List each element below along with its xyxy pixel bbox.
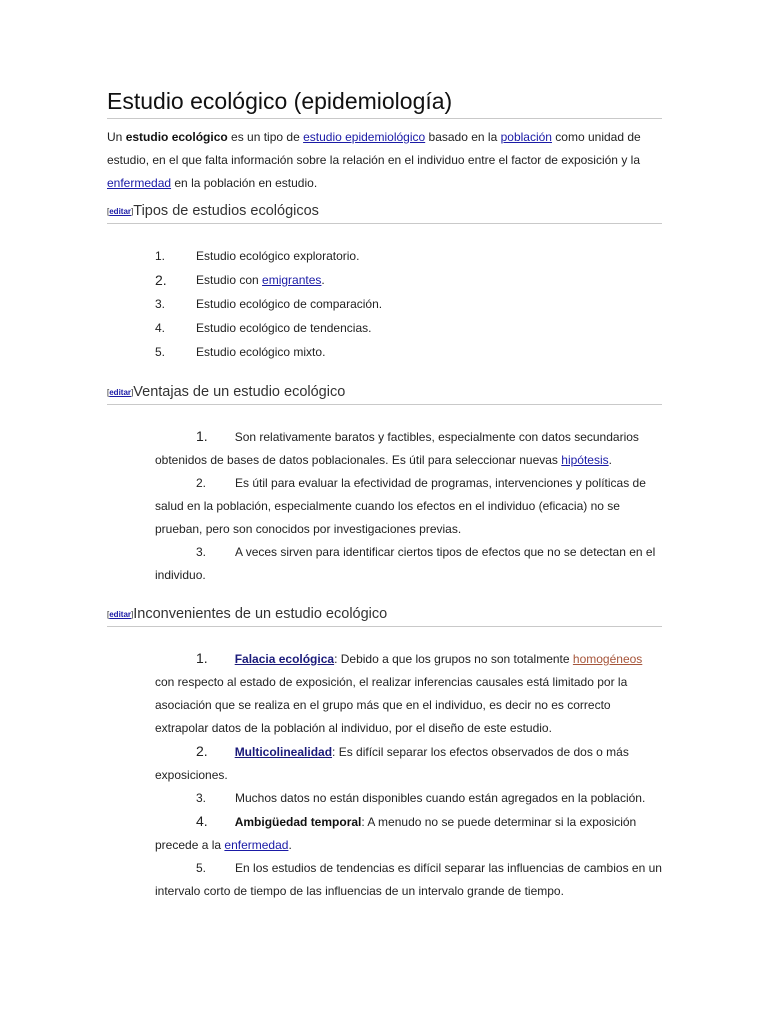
list-text	[155, 857, 662, 903]
intro-text: como unidad de estudio, en el que falta información sobre la relación en el individuo entre el factor de exposición y la	[107, 130, 641, 167]
link-hipotesis[interactable]: hipótesis	[561, 453, 609, 467]
intro-bold-term: estudio ecológico	[125, 130, 228, 144]
intro-text: es un tipo de	[227, 130, 304, 144]
list-text: Estudio ecológico de tendencias.	[196, 321, 372, 335]
link-enfermedad[interactable]: enfermedad	[107, 176, 172, 190]
list-text	[155, 810, 662, 857]
list-text-part: A veces sirven para identificar ciertos tipos de efectos que no se detectan en el individuo.	[155, 545, 656, 582]
list-number: 1.	[155, 249, 166, 263]
list-text	[155, 740, 662, 787]
list-item	[107, 787, 662, 810]
intro-text: basado en la	[425, 130, 501, 144]
intro-text: Un	[107, 130, 126, 144]
edit-link-wrapper: [editar]	[107, 610, 134, 619]
section-heading-text: Inconvenientes de un estudio ecológico	[133, 606, 388, 622]
list-text-part: En los estudios de tendencias es difícil separar las influencias de cambios en un intervalo corto de tiempo de las influencias de un intervalo grande de tiempo.	[155, 861, 662, 898]
link-poblacion[interactable]: población	[500, 130, 552, 144]
list-number: 3.	[155, 297, 166, 311]
page-title: Estudio ecológico (epidemiología)	[107, 86, 662, 119]
list-number: 1.	[196, 650, 208, 666]
list-number: 2.	[196, 476, 207, 490]
list-text-part: .	[321, 273, 325, 287]
list-ventajas	[107, 425, 662, 587]
term-ambiguedad-temporal: Ambigüedad temporal	[234, 815, 362, 829]
list-number: 2.	[155, 272, 167, 288]
section-heading-inconvenientes	[107, 603, 662, 627]
intro-paragraph	[107, 126, 662, 195]
list-item	[107, 317, 662, 341]
list-text-part: : Debido a que los grupos no son totalmente	[334, 652, 573, 666]
list-number: 4.	[155, 321, 166, 335]
list-text-part: Son relativamente baratos y factibles, especialmente con datos secundarios obtenidos de bases de datos poblacionales. Es útil para seleccionar nuevas	[155, 430, 639, 467]
list-number: 1.	[196, 428, 208, 444]
list-number: 3.	[196, 791, 207, 805]
list-item	[107, 740, 662, 787]
list-text-part: Estudio con	[196, 273, 263, 287]
edit-link[interactable]: editar	[109, 610, 132, 619]
link-falacia-ecologica[interactable]: Falacia ecológica	[234, 652, 335, 666]
link-enfermedad[interactable]: enfermedad	[224, 838, 289, 852]
section-heading-text: Tipos de estudios ecológicos	[133, 203, 319, 219]
intro-text: en la población en estudio.	[171, 176, 318, 190]
list-text-part: Muchos datos no están disponibles cuando están agregados en la población.	[235, 791, 646, 805]
link-emigrantes[interactable]: emigrantes	[262, 273, 322, 287]
list-text: Estudio ecológico mixto.	[196, 345, 326, 359]
list-item	[107, 472, 662, 541]
list-item	[107, 269, 662, 293]
list-item	[107, 425, 662, 472]
list-text-part: con respecto al estado de exposición, el realizar inferencias causales está limitado por la asociación que se realiza en el grupo más que en el individuo, es decir no es correcto extrapolar datos de la población al individuo, por el diseño de este estudio.	[155, 675, 628, 735]
list-text	[155, 425, 662, 472]
list-text-part: : A menudo no se puede determinar si la exposición precede a la	[155, 815, 637, 852]
list-number: 5.	[196, 861, 207, 875]
edit-link-wrapper: [editar]	[107, 207, 134, 216]
list-item	[107, 647, 662, 740]
section-heading-ventajas	[107, 381, 662, 405]
list-text: Estudio ecológico de comparación.	[196, 297, 383, 311]
list-number: 2.	[196, 743, 208, 759]
list-tipos	[107, 245, 662, 365]
section-heading-tipos	[107, 200, 662, 224]
list-text: Estudio ecológico exploratorio.	[196, 249, 360, 263]
list-text-part: .	[288, 838, 292, 852]
link-multicolinealidad[interactable]: Multicolinealidad	[234, 745, 333, 759]
section-heading-text: Ventajas de un estudio ecológico	[133, 384, 346, 400]
edit-link[interactable]: editar	[109, 388, 132, 397]
list-text	[107, 269, 662, 292]
edit-link[interactable]: editar	[109, 207, 132, 216]
list-inconvenientes	[107, 647, 662, 903]
list-text	[155, 472, 662, 541]
list-item	[107, 341, 662, 365]
list-text-part: : Es difícil separar los efectos observados de dos o más exposiciones.	[155, 745, 629, 782]
list-item	[107, 293, 662, 317]
list-text	[155, 647, 662, 740]
edit-link-wrapper: [editar]	[107, 388, 134, 397]
list-number: 3.	[196, 545, 207, 559]
list-number: 4.	[196, 813, 208, 829]
list-number: 5.	[155, 345, 166, 359]
link-homogeneos[interactable]: homogéneos	[572, 652, 643, 666]
link-estudio-epidemiologico[interactable]: estudio epidemiológico	[303, 130, 426, 144]
list-text-part: .	[608, 453, 612, 467]
list-text-part: Es útil para evaluar la efectividad de programas, intervenciones y políticas de salud en la población, especialmente cuando los efectos en el individuo (eficacia) no se prueban, pero son conocidos por investigaciones previas.	[155, 476, 646, 536]
list-text	[155, 541, 662, 587]
list-item	[107, 857, 662, 903]
list-item	[107, 810, 662, 857]
list-item	[107, 245, 662, 269]
list-text	[155, 787, 662, 810]
list-item	[107, 541, 662, 587]
